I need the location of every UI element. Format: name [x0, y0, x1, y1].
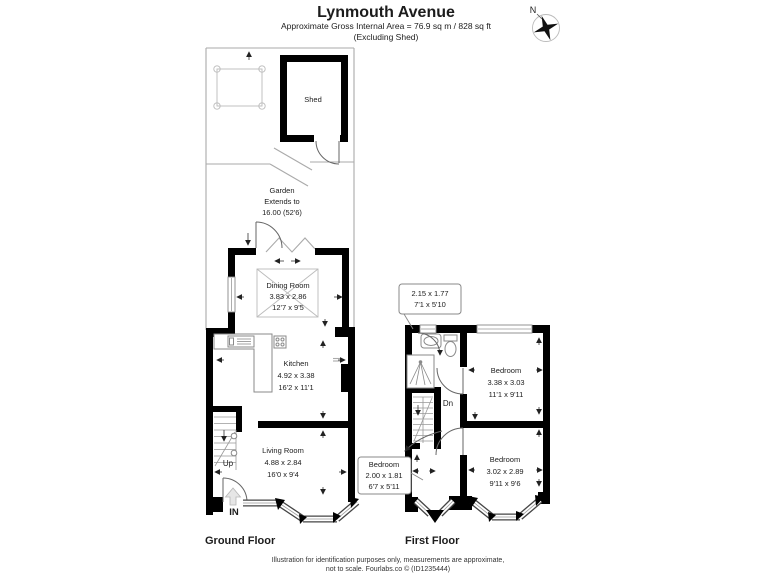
- bedroom1-metric: 3.38 x 3.03: [487, 378, 525, 387]
- subtitle-line2: (Excluding Shed): [353, 32, 419, 42]
- landing-imperial: 7'1 x 5'10: [414, 300, 446, 309]
- garden-break-zigzag: [266, 238, 315, 252]
- garden-dimension-label: 16.00 (52'6): [262, 208, 302, 217]
- dining-room-metric: 3.83 x 2.86: [269, 292, 307, 301]
- first-floor-label: First Floor: [405, 535, 460, 547]
- bay-window-small: [416, 501, 453, 523]
- garden-break-line: [206, 148, 354, 186]
- entrance-arrow-icon: [226, 488, 241, 505]
- subtitle-line1: Approximate Gross Internal Area = 76.9 sq m / 828 sq ft: [280, 21, 492, 31]
- ground-floor-label: Ground Floor: [205, 535, 276, 547]
- entrance: [223, 478, 247, 518]
- disclaimer-line2: not to scale. Fourlabs.co © (ID1235444): [325, 566, 451, 573]
- compass-icon: [530, 5, 560, 42]
- entrance-label: IN: [229, 507, 239, 518]
- dining-room-label: Dining Room: [266, 281, 310, 290]
- bay-window-living: [243, 497, 359, 524]
- garden-furniture-icon: [214, 66, 265, 109]
- up-label: Up: [222, 459, 234, 468]
- kitchen-imperial: 16'2 x 11'1: [278, 383, 314, 392]
- dining-garden-door: [256, 222, 282, 248]
- staircase-first: [413, 397, 453, 443]
- bedroom3-label: Bedroom: [368, 460, 400, 469]
- staircase-ground: [214, 417, 237, 470]
- bathroom: [407, 333, 457, 388]
- bedroom2-imperial: 9'11 x 9'6: [489, 479, 521, 488]
- footer: [272, 557, 505, 573]
- bedroom1-label: Bedroom: [490, 366, 522, 375]
- dining-room: [228, 222, 349, 333]
- compass-north-label: N: [529, 5, 537, 15]
- first-floor-walls: [405, 325, 550, 512]
- ground-floor-walls: [206, 327, 355, 515]
- garden-extends-label: Extends to: [264, 197, 300, 206]
- bedroom1-imperial: 11'1 x 9'11: [488, 390, 524, 399]
- bedroom3-callout: [358, 457, 423, 494]
- sink-icon: [228, 336, 254, 347]
- garden-label: Garden: [269, 186, 295, 195]
- kitchen-label: Kitchen: [283, 359, 309, 368]
- bedroom3-metric: 2.00 x 1.81: [365, 471, 403, 480]
- landing-callout: [399, 284, 461, 329]
- page-title: Lynmouth Avenue: [317, 4, 455, 21]
- living-room-imperial: 16'0 x 9'4: [267, 470, 299, 479]
- shed-door-arc: [316, 141, 339, 164]
- bedroom3-imperial: 6'7 x 5'11: [368, 482, 400, 491]
- dining-window: [228, 277, 235, 312]
- dining-room-imperial: 12'7 x 9'5: [272, 303, 304, 312]
- dn-label: Dn: [442, 399, 454, 408]
- bedroom2-label: Bedroom: [489, 455, 521, 464]
- kitchen-metric: 4.92 x 3.38: [277, 371, 315, 380]
- shower-icon: [407, 355, 434, 388]
- shed: [280, 55, 348, 164]
- header: [281, 4, 492, 42]
- bedroom2-metric: 3.02 x 2.89: [486, 467, 524, 476]
- bay-window-bedroom2: [468, 495, 544, 522]
- disclaimer-line1: Illustration for identification purposes only, measurements are approximate,: [271, 557, 505, 564]
- landing-metric: 2.15 x 1.77: [411, 289, 449, 298]
- stove-icon: [274, 336, 286, 348]
- living-room-metric: 4.88 x 2.84: [264, 458, 302, 467]
- living-room-label: Living Room: [262, 446, 304, 455]
- toilet-icon: [444, 335, 457, 357]
- compass-star-icon: [534, 16, 558, 40]
- shed-label: Shed: [304, 95, 322, 104]
